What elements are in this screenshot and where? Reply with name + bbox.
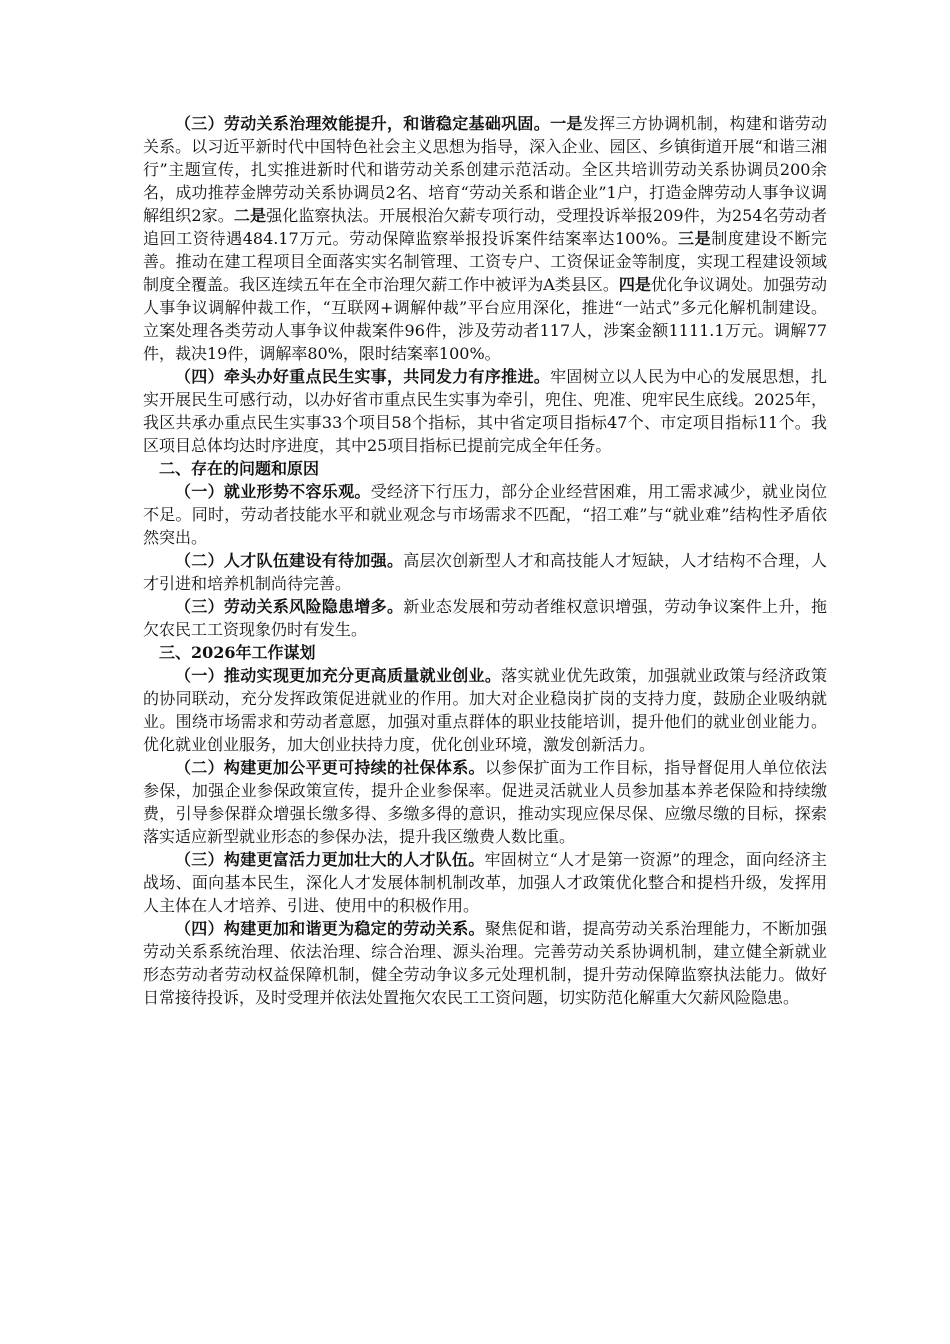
item-text: 新业态发展和劳动者维权意识增强，劳动争议案件上升，拖欠农民工工资现象仍时有发生。 [143, 597, 827, 639]
item-lead: （二）构建更加公平更可持续的社保体系。 [175, 758, 485, 777]
plan-item [143, 848, 827, 917]
item-text: 高层次创新型人才和高技能人才短缺，人才结构不合理，人才引进和培养机制尚待完善。 [143, 551, 827, 593]
point-marker: 三是 [678, 229, 712, 248]
item-text: 落实就业优先政策，加强就业政策与经济政策的协同联动，充分发挥政策促进就业的作用。加大对企业稳岗扩岗的支持力度，鼓励企业吸纳就业。围绕市场需求和劳动者意愿，加强对重点群体的职业技能培训，提升他们的就业创业能力。优化就业创业服务，加大创业扶持力度，优化创业环境，激发创新活力。 [143, 666, 827, 754]
plan-item [143, 917, 827, 1009]
document-page [143, 112, 827, 1009]
plan-item [143, 664, 827, 756]
paragraph-livelihood [143, 365, 827, 457]
item-text: 以参保扩面为工作目标，指导督促用人单位依法参保，加强企业参保政策宣传，提升企业参保率。促进灵活就业人员参加基本养老保险和持续缴费，引导参保群众增强长缴多得、多缴多得的意识，推动实现应保尽保、应缴尽缴的目标，探索落实适应新型就业形态的参保办法，提升我区缴费人数比重。 [143, 758, 827, 846]
paragraph-lead: （三）劳动关系治理效能提升，和谐稳定基础巩固。 [175, 114, 551, 133]
item-lead: （二）人才队伍建设有待加强。 [175, 551, 404, 570]
point-marker: 四是 [618, 275, 651, 294]
paragraph-text: 制度建设不断完善。推动在建工程项目全面落实实名制管理、工资专户、工资保证金等制度，实现工程建设领域制度全覆盖。我区连续五年在全市治理欠薪工作中被评为A类县区。 [143, 229, 827, 294]
paragraph-labor-relations [143, 112, 827, 365]
point-marker: 一是 [550, 114, 583, 133]
problem-item [143, 480, 827, 549]
item-lead: （四）构建更加和谐更为稳定的劳动关系。 [175, 919, 485, 938]
item-text: 牢固树立“人才是第一资源”的理念，面向经济主战场、面向基本民生，深化人才发展体制机制改革，加强人才政策优化整合和提档升级，发挥用人主体在人才培养、引进、使用中的积极作用。 [143, 850, 827, 915]
point-marker: 二是 [233, 206, 267, 225]
item-lead: （三）劳动关系风险隐患增多。 [175, 597, 404, 616]
section-heading-problems: 二、存在的问题和原因 [159, 459, 320, 478]
paragraph-text: 强化监察执法。开展根治欠薪专项行动，受理投诉举报209件，为254名劳动者追回工资待遇484.17万元。劳动保障监察举报投诉案件结案率达100%。 [143, 206, 827, 248]
paragraph-text: 发挥三方协调机制，构建和谐劳动关系。以习近平新时代中国特色社会主义思想为指导，深入企业、园区、乡镇街道开展“和谐三湘行”主题宣传，扎实推进新时代和谐劳动关系创建示范活动。全区共培训劳动关系协调员200余名，成功推荐金牌劳动关系协调员2名、培育“劳动关系和谐企业”1户，打造金牌劳动人事争议调解组织2家。 [143, 114, 827, 225]
paragraph-text: 优化争议调处。加强劳动人事争议调解仲裁工作，“互联网+调解仲裁”平台应用深化，推进“一站式”多元化解机制建设。立案处理各类劳动人事争议仲裁案件96件，涉及劳动者117人，涉案金额1111.1万元。调解77件，裁决19件，调解率80%，限时结案率100%。 [143, 275, 827, 363]
paragraph-lead: （四）牵头办好重点民生实事，共同发力有序推进。 [175, 367, 551, 386]
plan-item [143, 756, 827, 848]
item-lead: （一）推动实现更加充分更高质量就业创业。 [175, 666, 502, 685]
problem-item [143, 595, 827, 641]
item-text: 聚焦促和谐，提高劳动关系治理能力，不断加强劳动关系系统治理、依法治理、综合治理、源头治理。完善劳动关系协调机制，建立健全新就业形态劳动者劳动权益保障机制，健全劳动争议多元处理机制，提升劳动保障监察执法能力。做好日常接待投诉，及时受理并依法处置拖欠农民工工资问题，切实防范化解重大欠薪风险隐患。 [143, 919, 827, 1007]
item-text: 受经济下行压力，部分企业经营困难，用工需求减少，就业岗位不足。同时，劳动者技能水平和就业观念与市场需求不匹配，“招工难”与“就业难”结构性矛盾依然突出。 [143, 482, 827, 547]
item-lead: （三）构建更富活力更加壮大的人才队伍。 [175, 850, 485, 869]
paragraph-text: 牢固树立以人民为中心的发展思想，扎实开展民生可感行动，以办好省市重点民生实事为牵引，兜住、兜准、兜牢民生底线。2025年，我区共承办重点民生实事33个项目58个指标，其中省定项目指标47个、市定项目指标11个。我区项目总体均达时序进度，其中25项目指标已提前完成全年任务。 [143, 367, 827, 455]
section-heading-plan: 三、2026年工作谋划 [159, 643, 316, 662]
problem-item [143, 549, 827, 595]
item-lead: （一）就业形势不容乐观。 [175, 482, 371, 501]
